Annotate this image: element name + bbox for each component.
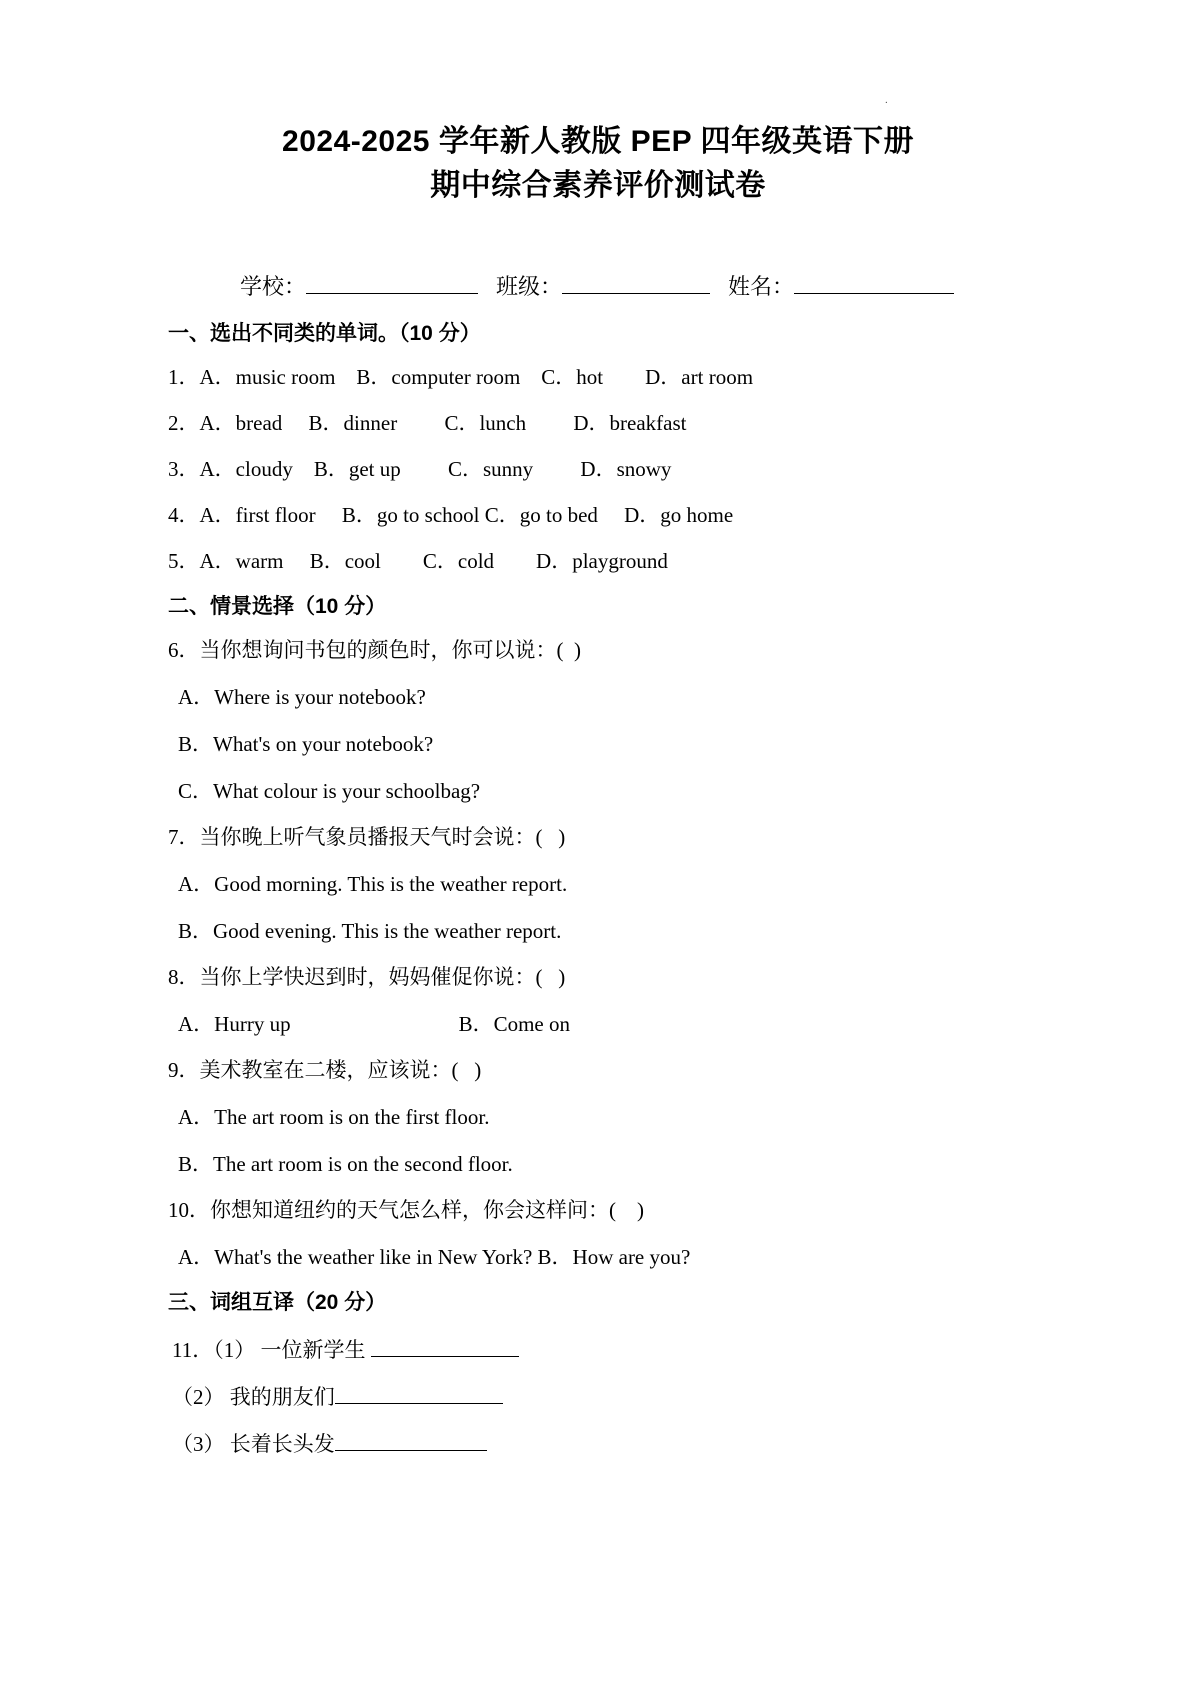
option-item: B．What's on your notebook? [178,732,434,756]
question-item: 10．你想知道纽约的天气怎么样，你会这样问：( ) [168,1198,644,1222]
option-item: A．What's the weather like in New York? B．How are you? [178,1245,691,1269]
question-item: 2．A．bread B．dinner C．lunch D．breakfast [168,411,687,435]
translation-item [168,1429,1028,1460]
answer-blank[interactable] [335,1403,503,1404]
question-item: 6．当你想询问书包的颜色时，你可以说：( ) [168,638,581,662]
translation-prompt: 11．（1） 一位新学生 [172,1338,366,1362]
question-item: 7．当你晚上听气象员播报天气时会说：( ) [168,825,566,849]
class-input-blank[interactable] [562,293,710,294]
name-label: 姓名： [728,274,795,299]
section-heading-2: 二、情景选择（10 分） [168,595,387,618]
option-item: A．Where is your notebook? [178,685,426,709]
option-item: C．What colour is your schoolbag? [178,779,481,803]
translation-item [168,1382,1028,1413]
option-item: A．Hurry up B．Come on [178,1012,570,1036]
title-line-2: 期中综合素养评价测试卷 [430,169,766,202]
document-title [168,120,1028,208]
question-item: 3．A．cloudy B．get up C．sunny D．snowy [168,457,672,481]
option-item: A．Good morning. This is the weather report. [178,872,568,896]
translation-prompt: （2） 我的朋友们 [172,1385,335,1409]
answer-blank[interactable] [335,1450,487,1451]
question-item: 8．当你上学快迟到时，妈妈催促你说：( ) [168,965,566,989]
section-heading-3: 三、词组互译（20 分） [168,1291,387,1314]
question-item: 4．A．first floor B．go to school C．go to bed D．go home [168,503,734,527]
option-item: B．The art room is on the second floor. [178,1152,513,1176]
class-label: 班级： [496,274,563,299]
question-item: 5．A．warm B．cool C．cold D．playground [168,549,668,573]
question-item: 1．A．music room B．computer room C．hot D．art room [168,365,754,389]
option-item: A．The art room is on the first floor. [178,1105,490,1129]
document-content [168,0,1028,1460]
option-item: B．Good evening. This is the weather report. [178,919,562,943]
school-label: 学校： [240,274,307,299]
translation-prompt: （3） 长着长头发 [172,1432,335,1456]
student-info-line [168,270,1028,304]
question-item: 9．美术教室在二楼，应该说：( ) [168,1058,482,1082]
name-input-blank[interactable] [794,293,954,294]
section-heading-1: 一、选出不同类的单词。（10 分） [168,322,481,345]
corner-mark: . [885,94,888,106]
answer-blank[interactable] [371,1356,519,1357]
translation-item [168,1335,1028,1366]
title-line-1: 2024-2025 学年新人教版 PEP 四年级英语下册 [282,125,914,158]
school-input-blank[interactable] [306,293,478,294]
